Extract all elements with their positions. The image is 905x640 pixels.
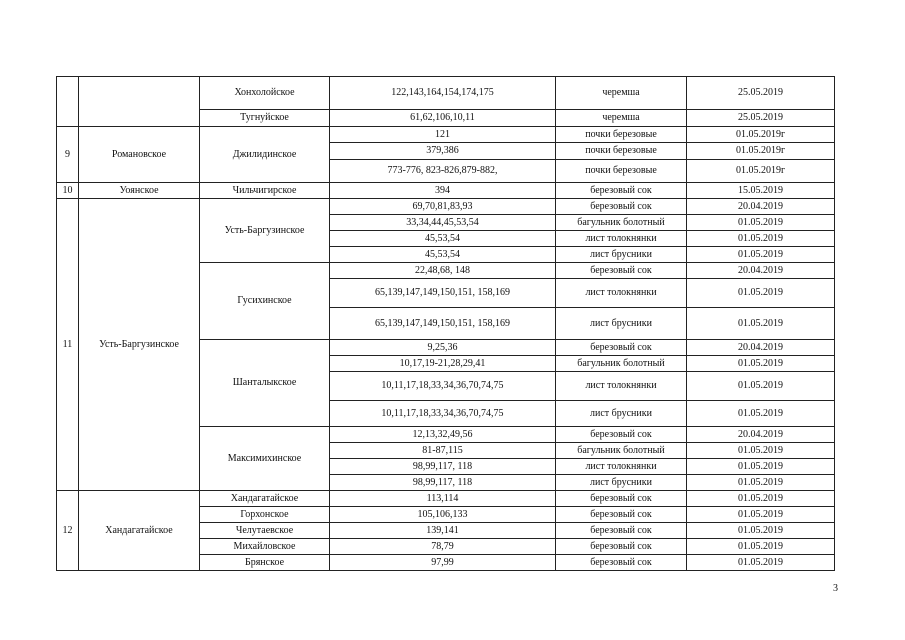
resource-cell: лист толокнянки [556,231,687,247]
resource-cell: почки березовые [556,143,687,160]
date-cell: 01.05.2019 [687,459,835,475]
date-cell: 15.05.2019 [687,183,835,199]
row-number-cell [57,77,79,127]
resource-cell: почки березовые [556,127,687,143]
resource-cell: березовый сок [556,523,687,539]
date-cell: 01.05.2019 [687,555,835,571]
forestry-cell: Брянское [200,555,330,571]
forestry-cell: Чильчигирское [200,183,330,199]
date-cell: 01.05.2019 [687,507,835,523]
resource-cell: березовый сок [556,340,687,356]
date-cell: 01.05.2019 [687,475,835,491]
quarters-cell: 81-87,115 [330,443,556,459]
date-cell: 01.05.2019 [687,231,835,247]
table-row [57,183,835,199]
date-cell: 01.05.2019 [687,523,835,539]
date-cell: 01.05.2019 [687,372,835,401]
forestry-cell: Максимихинское [200,427,330,491]
forestry-cell: Тугнуйское [200,110,330,127]
resource-cell: березовый сок [556,183,687,199]
quarters-cell: 105,106,133 [330,507,556,523]
resource-cell: черемша [556,110,687,127]
date-cell: 25.05.2019 [687,77,835,110]
forestry-cell: Гусихинское [200,263,330,340]
resource-cell: березовый сок [556,539,687,555]
quarters-cell: 78,79 [330,539,556,555]
resource-cell: лист брусники [556,247,687,263]
table-row [57,77,835,110]
resource-cell: березовый сок [556,507,687,523]
settlement-cell: Уоянское [79,183,200,199]
resource-cell: лист толокнянки [556,372,687,401]
forestry-cell: Хандагатайское [200,491,330,507]
resource-cell: лист брусники [556,308,687,340]
resource-cell: березовый сок [556,555,687,571]
page-number: 3 [833,583,838,594]
resource-cell: березовый сок [556,199,687,215]
forestry-cell: Горхонское [200,507,330,523]
table-row [57,127,835,143]
quarters-cell: 773-776, 823-826,879-882, [330,160,556,183]
date-cell: 01.05.2019г [687,160,835,183]
forestry-cell: Михайловское [200,539,330,555]
quarters-cell: 121 [330,127,556,143]
resource-cell: багульник болотный [556,215,687,231]
quarters-cell: 10,17,19-21,28,29,41 [330,356,556,372]
date-cell: 01.05.2019 [687,215,835,231]
forestry-cell: Челутаевское [200,523,330,539]
quarters-cell: 97,99 [330,555,556,571]
quarters-cell: 122,143,164,154,174,175 [330,77,556,110]
forestry-cell: Джилидинское [200,127,330,183]
row-number-cell: 10 [57,183,79,199]
quarters-cell: 22,48,68, 148 [330,263,556,279]
date-cell: 20.04.2019 [687,427,835,443]
quarters-cell: 9,25,36 [330,340,556,356]
resource-cell: березовый сок [556,427,687,443]
resource-cell: лист толокнянки [556,279,687,308]
forestry-cell: Шанталыкское [200,340,330,427]
table-row [57,491,835,507]
date-cell: 01.05.2019 [687,247,835,263]
quarters-cell: 65,139,147,149,150,151, 158,169 [330,308,556,340]
quarters-cell: 45,53,54 [330,231,556,247]
quarters-cell: 10,11,17,18,33,34,36,70,74,75 [330,401,556,427]
date-cell: 01.05.2019г [687,127,835,143]
quarters-cell: 394 [330,183,556,199]
resource-cell: березовый сок [556,263,687,279]
resource-cell: лист брусники [556,401,687,427]
resource-cell: багульник болотный [556,356,687,372]
date-cell: 01.05.2019 [687,279,835,308]
date-cell: 01.05.2019г [687,143,835,160]
quarters-cell: 45,53,54 [330,247,556,263]
quarters-cell: 379,386 [330,143,556,160]
date-cell: 25.05.2019 [687,110,835,127]
date-cell: 20.04.2019 [687,340,835,356]
harvest-table [56,76,835,571]
settlement-cell [79,77,200,127]
resource-cell: почки березовые [556,160,687,183]
quarters-cell: 65,139,147,149,150,151, 158,169 [330,279,556,308]
settlement-cell: Усть-Баргузинское [79,199,200,491]
table-row [57,199,835,215]
resource-cell: лист толокнянки [556,459,687,475]
quarters-cell: 61,62,106,10,11 [330,110,556,127]
quarters-cell: 12,13,32,49,56 [330,427,556,443]
quarters-cell: 98,99,117, 118 [330,459,556,475]
date-cell: 01.05.2019 [687,491,835,507]
row-number-cell: 9 [57,127,79,183]
resource-cell: черемша [556,77,687,110]
quarters-cell: 139,141 [330,523,556,539]
row-number-cell: 12 [57,491,79,571]
quarters-cell: 98,99,117, 118 [330,475,556,491]
quarters-cell: 113,114 [330,491,556,507]
date-cell: 01.05.2019 [687,308,835,340]
quarters-cell: 69,70,81,83,93 [330,199,556,215]
date-cell: 01.05.2019 [687,443,835,459]
date-cell: 01.05.2019 [687,401,835,427]
date-cell: 01.05.2019 [687,356,835,372]
resource-cell: лист брусники [556,475,687,491]
date-cell: 20.04.2019 [687,263,835,279]
date-cell: 20.04.2019 [687,199,835,215]
settlement-cell: Романовское [79,127,200,183]
date-cell: 01.05.2019 [687,539,835,555]
row-number-cell: 11 [57,199,79,491]
resource-cell: березовый сок [556,491,687,507]
quarters-cell: 33,34,44,45,53,54 [330,215,556,231]
settlement-cell: Хандагатайское [79,491,200,571]
resource-cell: багульник болотный [556,443,687,459]
forestry-cell: Хонхолойское [200,77,330,110]
forestry-cell: Усть-Баргузинское [200,199,330,263]
quarters-cell: 10,11,17,18,33,34,36,70,74,75 [330,372,556,401]
